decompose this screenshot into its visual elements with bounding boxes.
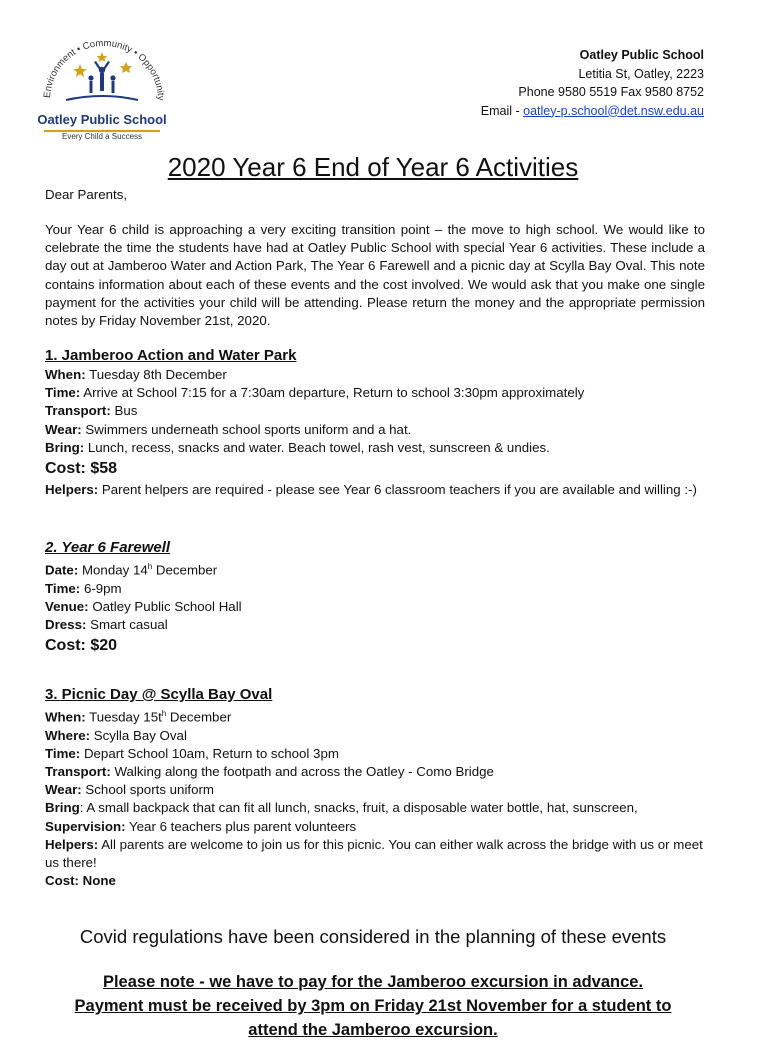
event-transport: Transport: Bus bbox=[45, 403, 138, 419]
event-when: When: Tuesday 8th December bbox=[45, 367, 227, 382]
email-link[interactable]: oatley-p.school@det.nsw.edu.au bbox=[523, 103, 704, 118]
event-wear: Wear: Swimmers underneath school sports uniform and a hat. bbox=[45, 421, 412, 437]
event-where: Where: Scylla Bay Oval bbox=[45, 727, 187, 743]
event-picnic bbox=[45, 685, 715, 890]
event-helpers: Helpers: All parents are welcome to join us for this picnic. You can either walk across the bridge with us or meet us there! bbox=[45, 836, 703, 871]
event-date: Date: Monday 14$^h$ December bbox=[45, 562, 218, 578]
contact-phone-fax: Phone 9580 5519 Fax 9580 8752 bbox=[518, 85, 704, 99]
payment-note-line: Payment must be received by 3pm on Friday 21st November for a student to bbox=[74, 997, 672, 1015]
contact-block bbox=[481, 46, 704, 120]
event-time: Time: Depart School 10am, Return to school 3pm bbox=[45, 745, 339, 761]
event-cost: Cost: $58 bbox=[45, 460, 118, 478]
logo-tagline: Every Child a Success bbox=[61, 132, 143, 141]
event-heading: 3. Picnic Day @ Scylla Bay Oval bbox=[45, 686, 273, 703]
event-supervision: Supervision: Year 6 teachers plus parent volunteers bbox=[45, 818, 357, 834]
event-bring: Bring: Lunch, recess, snacks and water. Beach towel, rash vest, sunscreen & undies. bbox=[45, 439, 550, 455]
event-venue: Venue: Oatley Public School Hall bbox=[45, 598, 242, 614]
payment-note bbox=[0, 970, 746, 1042]
logo-school-name: Oatley Public School bbox=[37, 112, 167, 127]
event-heading: 1. Jamberoo Action and Water Park bbox=[45, 347, 297, 364]
page-title: 2020 Year 6 End of Year 6 Activities bbox=[167, 152, 579, 182]
contact-address: Letitia St, Oatley, 2223 bbox=[578, 66, 704, 81]
event-when: When: Tuesday $15t^h$ December bbox=[45, 709, 232, 725]
event-dress: Dress: Smart casual bbox=[45, 617, 168, 633]
event-transport: Transport: Walking along the footpath and across the Oatley - Como Bridge bbox=[45, 764, 494, 780]
contact-school-name: Oatley Public School bbox=[579, 48, 704, 62]
logo-arc-text: Environment • Community • Opportunity bbox=[41, 37, 167, 101]
event-jamberoo bbox=[45, 346, 715, 499]
payment-note-line: Please note - we have to pay for the Jamberoo excursion in advance. bbox=[102, 973, 644, 991]
event-time: Time: Arrive at School 7:15 for a 7:30am departure, Return to school 3:30pm approximately bbox=[45, 385, 585, 401]
event-cost: Cost: $20 bbox=[45, 637, 118, 655]
email-label: Email - bbox=[480, 103, 524, 118]
event-cost: Cost: None bbox=[45, 873, 116, 889]
event-bring: Bring: A small backpack that can fit all lunch, snacks, fruit, a disposable water bottle, hat, sunscreen, bbox=[45, 800, 638, 816]
intro-paragraph: Your Year 6 child is approaching a very exciting transition point – the move to high school. We would like to celebrate the time the students have had at Oatley Public School with special Year 6 activities. These include a day out at Jamberoo Water and Action Park, The Year 6 Farewell and a picnic day at Scylla Bay Oval. This note contains information about each of these events and the cost involved. We would ask that you make one single payment for the activities your child will be attending. Please return the money and the appropriate permission notes by Friday November 21st, 2020. bbox=[45, 222, 705, 329]
event-heading: 2. Year 6 Farewell bbox=[45, 539, 171, 556]
school-logo bbox=[36, 22, 168, 142]
event-wear: Wear: School sports uniform bbox=[45, 782, 214, 798]
event-helpers: Helpers: Parent helpers are required - please see Year 6 classroom teachers if you are available and willing :-) bbox=[45, 482, 697, 498]
payment-note-line: attend the Jamberoo excursion. bbox=[248, 1021, 498, 1039]
event-time: Time: 6-9pm bbox=[45, 580, 122, 596]
greeting: Dear Parents, bbox=[45, 187, 128, 202]
event-farewell bbox=[45, 538, 715, 658]
logo-emblem-icon bbox=[36, 22, 168, 114]
contact-email-line bbox=[481, 102, 704, 121]
covid-notice: Covid regulations have been considered in the planning of these events bbox=[79, 926, 667, 947]
